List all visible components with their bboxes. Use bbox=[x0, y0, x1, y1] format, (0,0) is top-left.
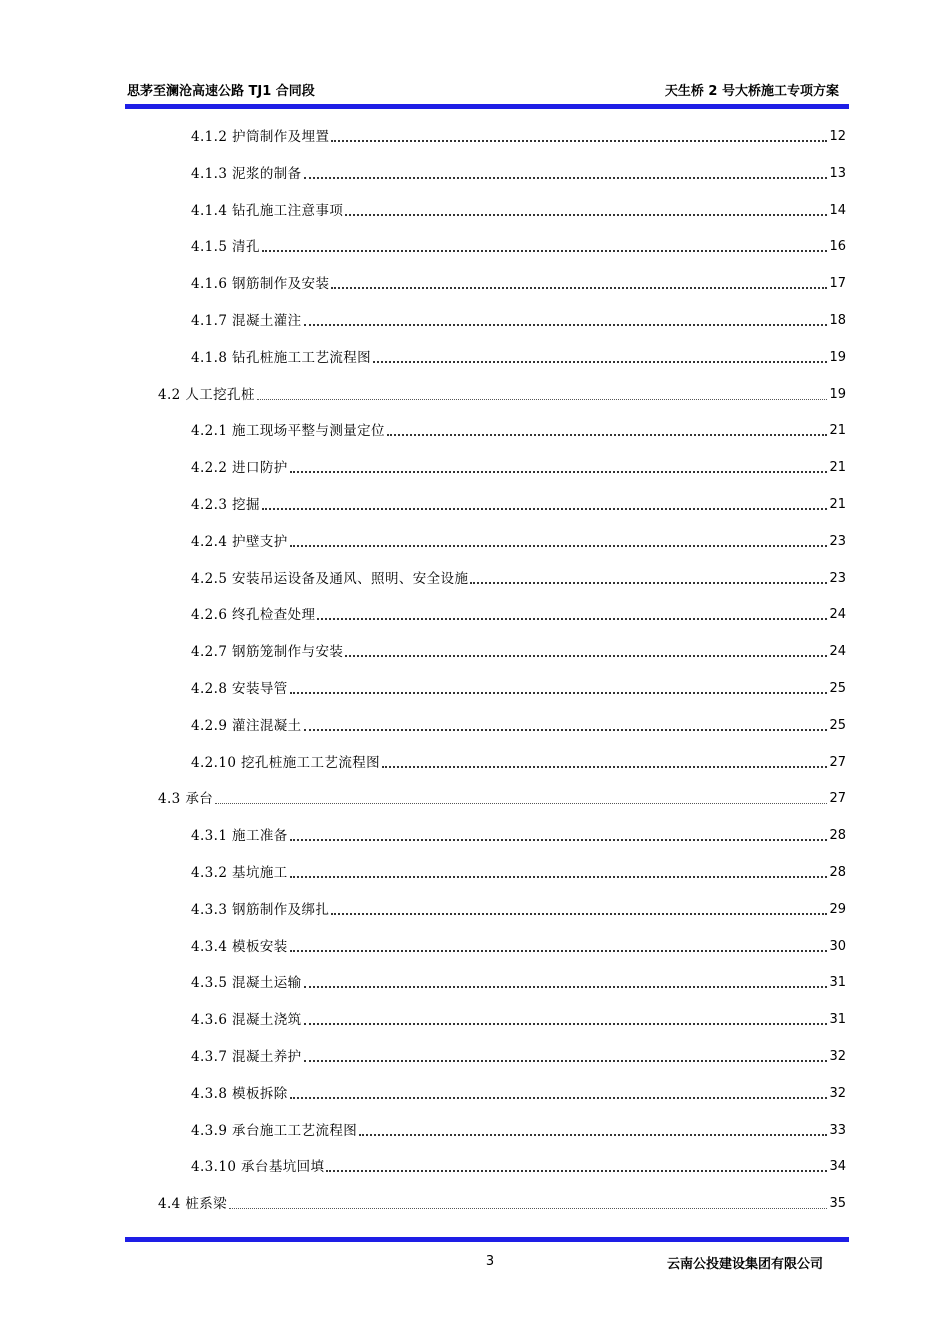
toc-entry-title: 4.3.2 基坑施工 bbox=[191, 865, 288, 881]
toc-dot-leader bbox=[331, 287, 827, 289]
toc-dot-leader bbox=[304, 986, 828, 988]
toc-entry[interactable] bbox=[191, 678, 846, 700]
toc-dot-leader bbox=[262, 250, 828, 252]
toc-dot-leader bbox=[290, 545, 828, 547]
toc-entry-page: 25 bbox=[829, 681, 846, 696]
header-document-title: 天生桥 2 号大桥施工专项方案 bbox=[664, 84, 839, 99]
toc-entry-page: 25 bbox=[829, 717, 846, 733]
toc-entry-page: 14 bbox=[829, 202, 846, 218]
toc-dot-leader bbox=[345, 214, 827, 216]
toc-entry[interactable] bbox=[191, 1083, 846, 1105]
toc-entry[interactable] bbox=[191, 1120, 846, 1142]
toc-entry-title: 4.3.9 承台施工工艺流程图 bbox=[191, 1122, 358, 1139]
toc-entry-page: 16 bbox=[829, 239, 846, 255]
toc-entry-title: 4.3.1 施工准备 bbox=[191, 828, 288, 845]
toc-entry[interactable] bbox=[191, 347, 846, 369]
toc-entry-page: 31 bbox=[829, 1012, 846, 1028]
toc-dot-leader bbox=[290, 692, 828, 694]
toc-dot-leader bbox=[373, 361, 827, 363]
toc-entry-title: 4.1.3 泥浆的制备 bbox=[191, 165, 302, 182]
toc-entry-title: 4.3.3 钢筋制作及绑扎 bbox=[191, 901, 330, 918]
toc-entry-title: 4.3.6 混凝土浇筑 bbox=[191, 1012, 302, 1029]
header-project-title: 思茅至澜沧高速公路 TJ1 合同段 bbox=[127, 84, 315, 99]
toc-entry[interactable] bbox=[191, 420, 846, 442]
toc-entry-title: 4.2.5 安装吊运设备及通风、照明、安全设施 bbox=[191, 570, 469, 587]
toc-entry-title: 4.3 承台 bbox=[158, 791, 214, 808]
toc-entry-page: 29 bbox=[829, 901, 846, 917]
toc-entry-page: 35 bbox=[829, 1196, 846, 1212]
toc-entry[interactable] bbox=[191, 310, 846, 332]
toc-entry[interactable] bbox=[191, 715, 846, 737]
toc-dot-leader bbox=[304, 177, 828, 179]
toc-entry[interactable] bbox=[191, 126, 846, 148]
toc-entry[interactable] bbox=[191, 604, 846, 626]
toc-entry[interactable] bbox=[191, 531, 846, 553]
toc-dot-leader bbox=[304, 729, 828, 731]
toc-entry-title: 4.1.5 清孔 bbox=[191, 239, 260, 256]
toc-entry-page: 19 bbox=[829, 386, 846, 402]
toc-dot-leader bbox=[331, 913, 827, 915]
toc-dot-leader bbox=[331, 140, 827, 142]
toc-entry-title: 4.1.7 混凝土灌注 bbox=[191, 313, 302, 329]
toc-entry-page: 21 bbox=[829, 497, 846, 512]
toc-entry-title: 4.3.8 模板拆除 bbox=[191, 1085, 288, 1102]
toc-entry-page: 31 bbox=[829, 975, 846, 991]
toc-entry-page: 21 bbox=[829, 423, 846, 439]
toc-entry[interactable] bbox=[191, 1156, 846, 1178]
toc-dot-leader bbox=[387, 434, 828, 436]
toc-dot-leader bbox=[215, 803, 827, 804]
toc-entry-title: 4.2.3 挖掘 bbox=[191, 497, 260, 513]
toc-entry-title: 4.4 桩系梁 bbox=[158, 1196, 228, 1213]
toc-entry[interactable] bbox=[191, 972, 846, 994]
toc-entry-page: 18 bbox=[829, 313, 846, 328]
toc-dot-leader bbox=[257, 399, 828, 400]
toc-entry[interactable] bbox=[191, 163, 846, 185]
toc-entry[interactable] bbox=[191, 236, 846, 258]
toc-entry[interactable] bbox=[191, 273, 846, 295]
toc-entry-page: 33 bbox=[829, 1122, 846, 1138]
toc-entry-title: 4.2.2 进口防护 bbox=[191, 460, 288, 477]
footer-rule bbox=[125, 1237, 849, 1242]
toc-entry-page: 24 bbox=[829, 607, 846, 623]
toc-entry-page: 32 bbox=[829, 1049, 846, 1064]
toc-entry[interactable] bbox=[191, 862, 846, 884]
toc-entry-title: 4.2.9 灌注混凝土 bbox=[191, 717, 302, 734]
toc-entry-page: 21 bbox=[829, 460, 846, 476]
toc-entry[interactable] bbox=[191, 752, 846, 774]
toc-dot-leader bbox=[304, 1023, 828, 1025]
toc-entry-title: 4.1.6 钢筋制作及安装 bbox=[191, 276, 330, 293]
toc-dot-leader bbox=[262, 508, 828, 510]
toc-dot-leader bbox=[290, 839, 828, 841]
toc-dot-leader bbox=[345, 655, 827, 657]
footer-organization: 云南公投建设集团有限公司 bbox=[666, 1257, 823, 1272]
toc-entry-title: 4.3.5 混凝土运输 bbox=[191, 975, 302, 992]
toc-entry-title: 4.1.2 护筒制作及埋置 bbox=[191, 129, 330, 145]
toc-entry-title: 4.2 人工挖孔桩 bbox=[158, 386, 255, 403]
toc-entry-title: 4.2.10 挖孔桩施工工艺流程图 bbox=[191, 754, 381, 771]
toc-dot-leader bbox=[290, 471, 828, 473]
toc-dot-leader bbox=[290, 950, 828, 952]
toc-entry[interactable] bbox=[191, 641, 846, 663]
toc-entry[interactable] bbox=[158, 384, 846, 406]
toc-entry[interactable] bbox=[191, 1046, 846, 1068]
toc-entry[interactable] bbox=[158, 1193, 846, 1215]
toc-entry[interactable] bbox=[191, 1009, 846, 1031]
toc-dot-leader bbox=[304, 1060, 828, 1062]
toc-entry-title: 4.2.4 护壁支护 bbox=[191, 533, 288, 550]
toc-entry[interactable] bbox=[191, 568, 846, 590]
toc-entry-page: 24 bbox=[829, 644, 846, 660]
toc-entry-title: 4.3.4 模板安装 bbox=[191, 938, 288, 955]
toc-entry[interactable] bbox=[191, 494, 846, 516]
toc-entry-title: 4.3.10 承台基坑回填 bbox=[191, 1159, 325, 1176]
toc-dot-leader bbox=[326, 1170, 827, 1172]
toc-entry-title: 4.1.4 钻孔施工注意事项 bbox=[191, 202, 344, 219]
toc-dot-leader bbox=[317, 618, 827, 620]
toc-entry-page: 28 bbox=[829, 828, 846, 844]
toc-entry-title: 4.3.7 混凝土养护 bbox=[191, 1049, 302, 1065]
toc-dot-leader bbox=[290, 876, 828, 878]
page-number: 3 bbox=[485, 1254, 495, 1269]
toc-dot-leader bbox=[304, 324, 828, 326]
toc-entry-page: 28 bbox=[829, 865, 846, 880]
toc-entry-page: 23 bbox=[829, 533, 846, 549]
toc-dot-leader bbox=[229, 1208, 827, 1209]
toc-entry-page: 23 bbox=[829, 570, 846, 586]
toc-entry-title: 4.2.8 安装导管 bbox=[191, 681, 288, 697]
toc-entry-page: 12 bbox=[829, 129, 846, 144]
toc-entry-page: 34 bbox=[829, 1159, 846, 1175]
toc-entry-title: 4.1.8 钻孔桩施工工艺流程图 bbox=[191, 349, 372, 366]
toc-entry-page: 27 bbox=[829, 754, 846, 770]
toc-entry-title: 4.2.7 钢筋笼制作与安装 bbox=[191, 644, 344, 661]
toc-entry-title: 4.2.6 终孔检查处理 bbox=[191, 607, 316, 624]
toc-entry-page: 17 bbox=[829, 276, 846, 292]
toc-entry[interactable] bbox=[191, 899, 846, 921]
toc-entry[interactable] bbox=[158, 788, 846, 810]
toc-entry-page: 13 bbox=[829, 165, 846, 181]
toc-entry-page: 32 bbox=[829, 1085, 846, 1101]
toc-entry[interactable] bbox=[191, 936, 846, 958]
toc-entry[interactable] bbox=[191, 457, 846, 479]
toc-entry-page: 27 bbox=[829, 791, 846, 807]
toc-dot-leader bbox=[470, 582, 827, 584]
toc-entry-page: 30 bbox=[829, 938, 846, 954]
toc-entry-title: 4.2.1 施工现场平整与测量定位 bbox=[191, 423, 385, 440]
toc-dot-leader bbox=[290, 1097, 828, 1099]
toc-entry[interactable] bbox=[191, 825, 846, 847]
toc-dot-leader bbox=[359, 1134, 827, 1136]
toc-dot-leader bbox=[382, 766, 827, 768]
toc-entry[interactable] bbox=[191, 200, 846, 222]
toc-entry-page: 19 bbox=[829, 349, 846, 365]
